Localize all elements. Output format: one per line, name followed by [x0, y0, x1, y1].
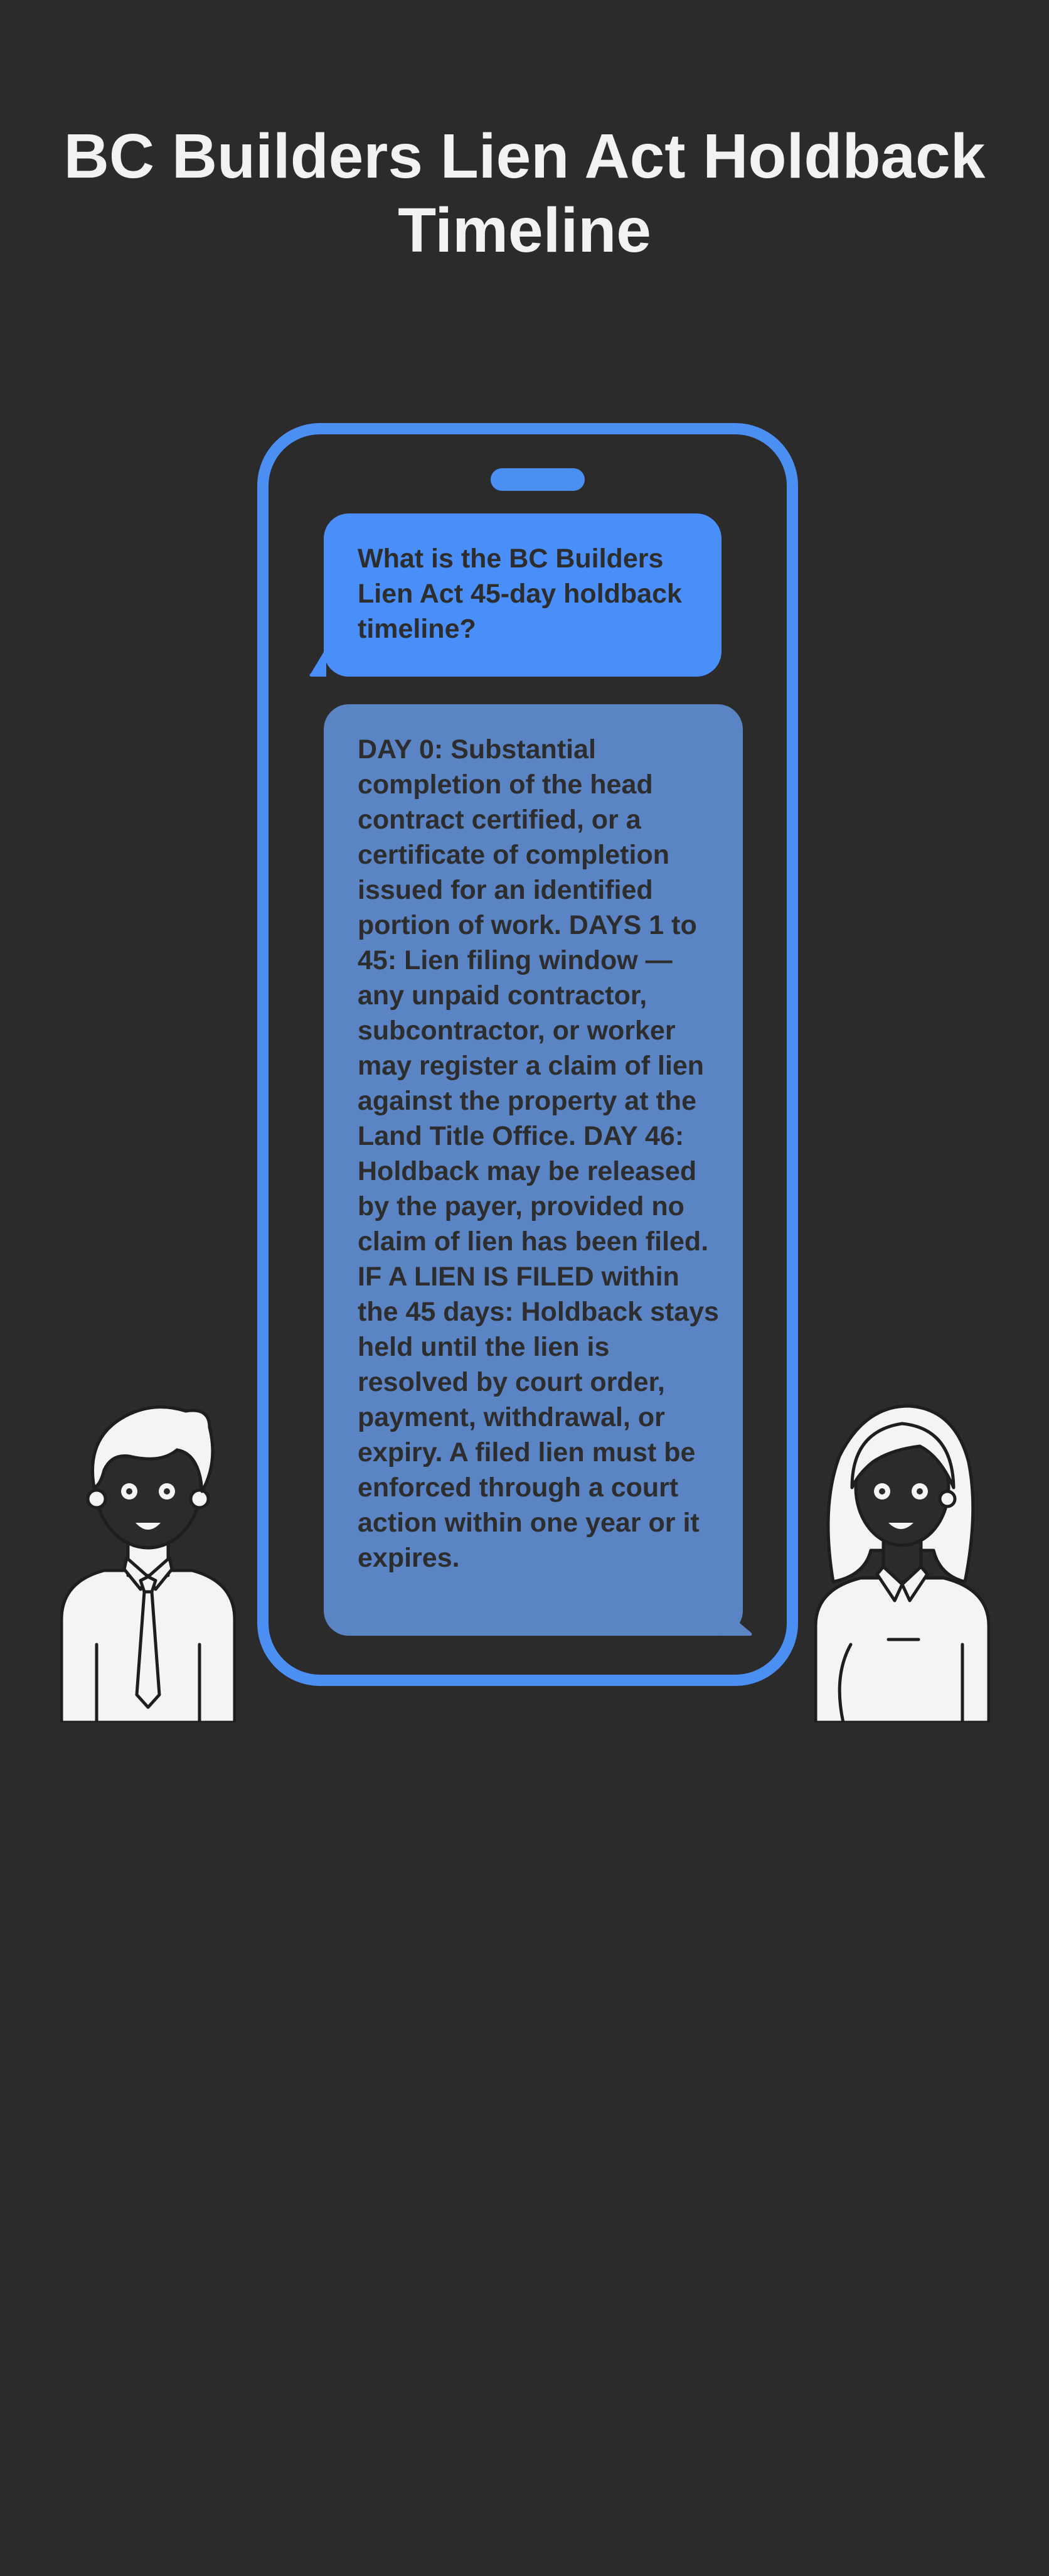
question-bubble: What is the BC Builders Lien Act 45-day holdback timeline? — [324, 513, 722, 677]
answer-bubble: DAY 0: Substantial completion of the head contract certified, or a certificate of completion issued for an identified portion of work. DAYS 1 to 45: Lien filing window — any unpaid contractor, subcontractor, or worker may register a claim of lien against the property at the Land Title Office. DAY 46: Holdback may be released by the payer, provided no claim of lien has been filed. IF A LIEN IS FILED within the 45 days: Holdback stays held until the lien is resolved by court order, payment, withdrawal, or expiry. A filed lien must be enforced through a court action within one year or it expires. — [324, 704, 743, 1636]
phone-speaker — [491, 468, 585, 491]
page-title: BC Builders Lien Act Holdback Timeline — [63, 121, 986, 266]
man-with-tie-icon — [60, 1393, 236, 1722]
woman-icon — [814, 1393, 990, 1722]
phone-frame — [257, 423, 798, 1686]
